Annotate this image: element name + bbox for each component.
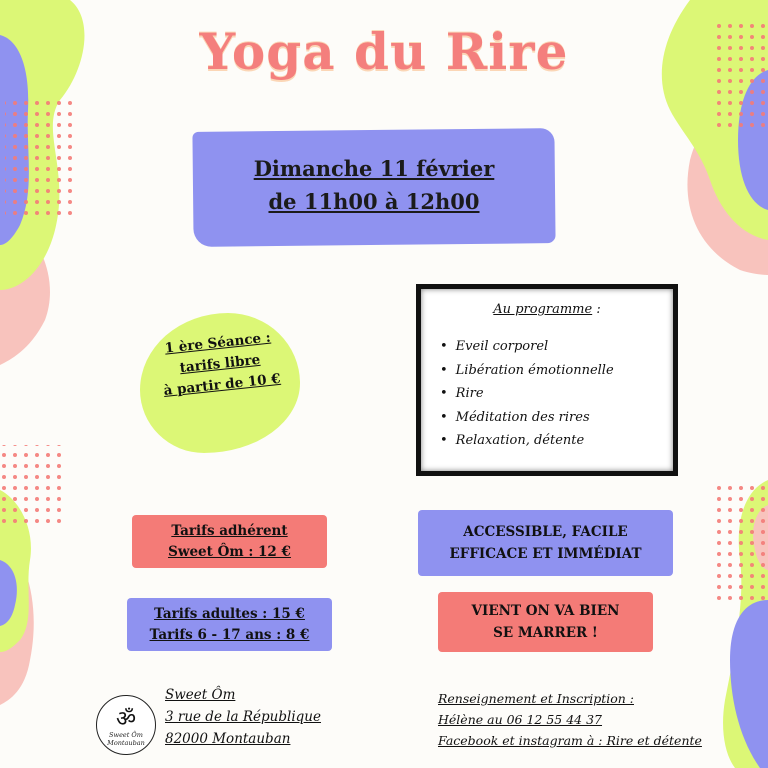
marrer-line-2: SE MARRER ! <box>493 625 598 641</box>
address-street: 3 rue de la République <box>165 709 321 725</box>
tarifs-adherent-line-2: Sweet Ôm : 12 € <box>168 543 291 560</box>
info-line-1: Renseignement et Inscription : <box>438 691 634 706</box>
info-block <box>438 688 702 751</box>
programme-heading-label: Au programme <box>493 302 593 317</box>
programme-heading-suffix: : <box>592 302 601 317</box>
programme-item: • Libération émotionnelle <box>440 359 614 383</box>
tarifs-adultes-line-1: Tarifs adultes : 15 € <box>154 605 305 622</box>
tarifs-adultes-line-2: Tarifs 6 - 17 ans : 8 € <box>149 626 310 643</box>
programme-item: • Eveil corporel <box>440 335 614 359</box>
date-text <box>193 152 555 218</box>
accessible-line-2: EFFICACE ET IMMÉDIAT <box>449 546 642 562</box>
address-block <box>165 684 321 750</box>
address-name: Sweet Ôm <box>165 687 236 703</box>
date-day: Dimanche 11 février <box>253 156 495 181</box>
info-phone: Hélène au 06 12 55 44 37 <box>438 712 603 727</box>
dots-bottomleft <box>0 445 64 530</box>
seance-line-2: tarifs libre <box>178 351 261 377</box>
tarifs-adultes-badge <box>127 598 332 651</box>
seance-line-1: 1 ère Séance : <box>163 329 272 357</box>
seance-line-3: à partir de 10 € <box>162 370 282 399</box>
logo-name: Sweet Ôm <box>109 731 143 739</box>
page-title: Yoga du Rire <box>199 22 569 81</box>
info-social: Facebook et instagram à : Rire et détente <box>438 733 702 748</box>
logo-city: Montauban <box>107 739 145 747</box>
programme-item: • Relaxation, détente <box>440 429 614 453</box>
dots-topleft <box>5 95 75 215</box>
om-icon: ॐ <box>115 707 137 732</box>
accessible-line-1: ACCESSIBLE, FACILE <box>463 524 628 540</box>
address-city: 82000 Montauban <box>165 731 291 747</box>
date-time: de 11h00 à 12h00 <box>268 189 480 214</box>
programme-heading <box>416 302 678 317</box>
programme-item: • Rire <box>440 382 614 406</box>
accessible-badge <box>418 510 673 576</box>
programme-item: • Méditation des rires <box>440 406 614 430</box>
dots-bottomright <box>716 480 768 600</box>
logo-caption <box>96 731 156 747</box>
programme-list <box>440 335 614 453</box>
tarifs-adherent-line-1: Tarifs adhérent <box>171 522 288 539</box>
marrer-line-1: VIENT ON VA BIEN <box>471 603 620 619</box>
tarifs-adherent-badge <box>132 515 327 568</box>
marrer-badge <box>438 592 653 652</box>
